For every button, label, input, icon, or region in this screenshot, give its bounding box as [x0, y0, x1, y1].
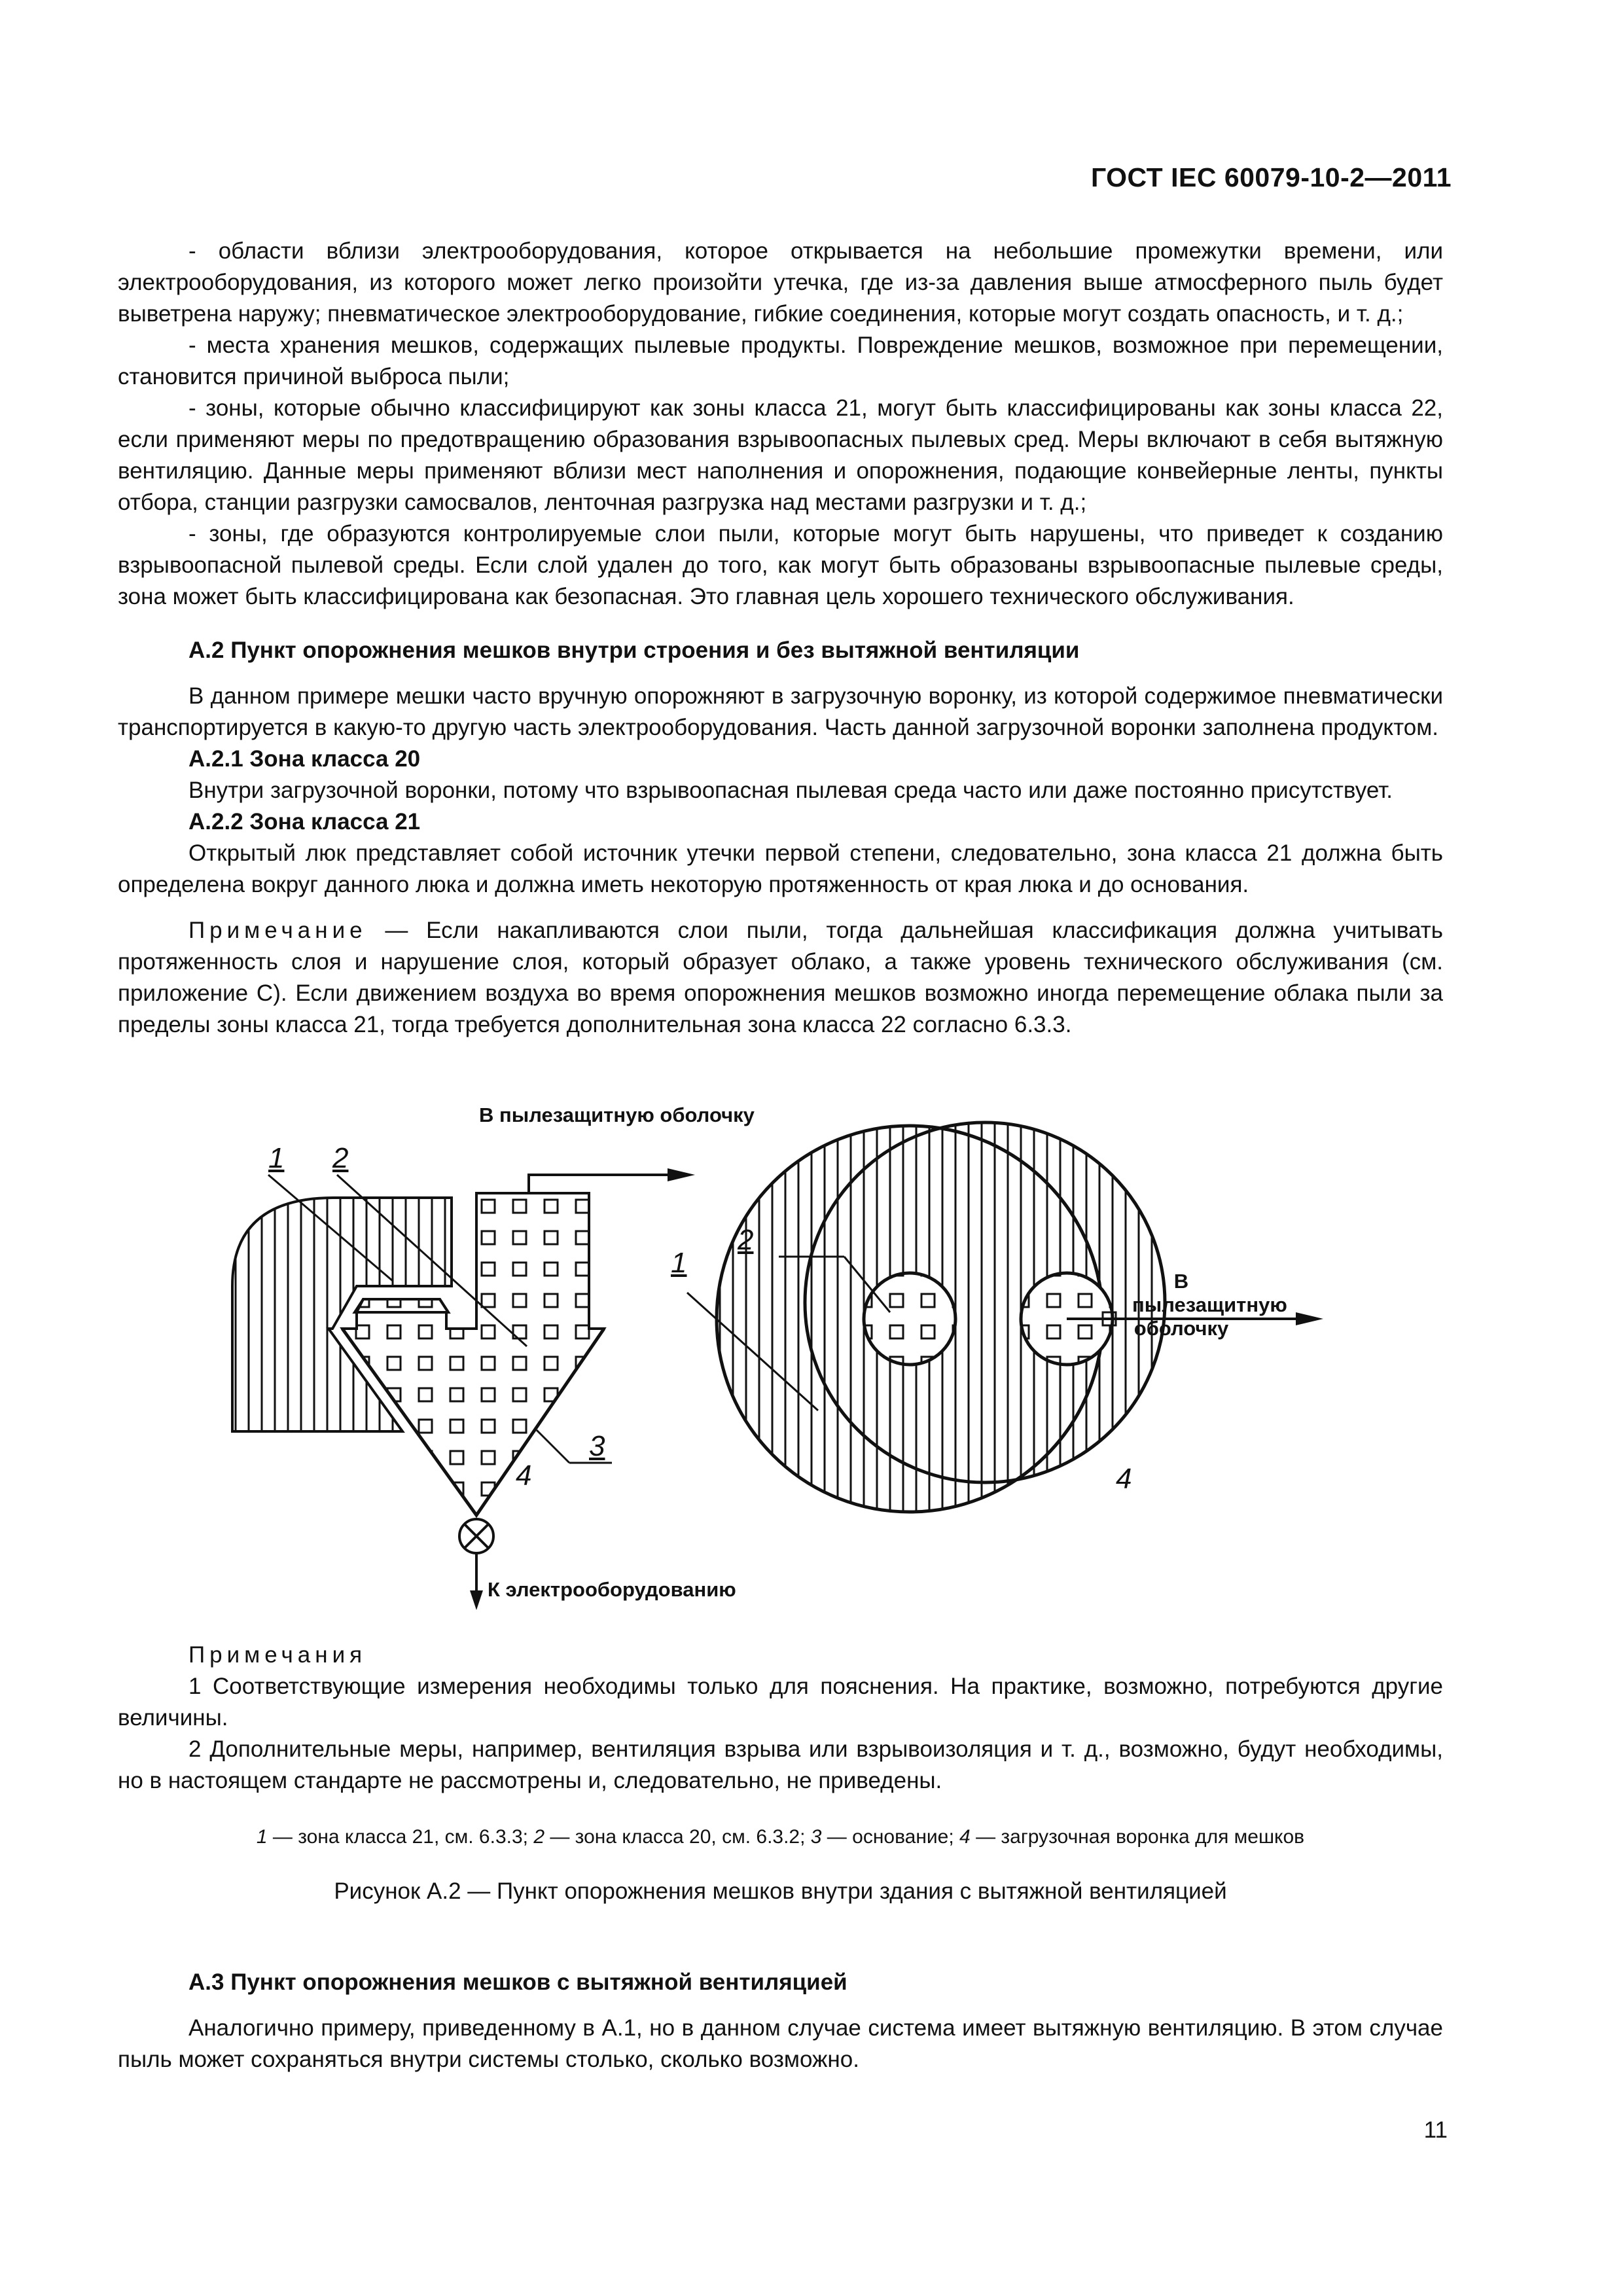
note-label: Примечание: [188, 918, 367, 943]
left-diagram: [232, 1168, 695, 1610]
legend-num: 3: [810, 1826, 822, 1848]
section-a3-heading: А.3 Пункт опорожнения мешков с вытяжной вентиляцией: [188, 1969, 847, 1995]
figure-legend: [118, 1826, 1443, 1848]
section-a22-heading: А.2.2 Зона класса 21: [188, 809, 421, 834]
section-a21-heading: А.2.1 Зона класса 20: [188, 746, 421, 772]
legend-text: — зона класса 21, см. 6.3.3;: [267, 1826, 534, 1848]
section-a3: [118, 1967, 1443, 2075]
section-a2-heading: А.2 Пункт опорожнения мешков внутри строения и без вытяжной вентиляции: [188, 637, 1080, 663]
figure-number-4-right: 4: [1116, 1463, 1132, 1495]
page-number: 11: [1423, 2117, 1448, 2143]
figure-notes-title: Примечания: [188, 1642, 367, 1668]
leader-3: [537, 1430, 569, 1463]
arrow-to-enclosure-left: [529, 1175, 677, 1193]
section-a2: [118, 635, 1443, 1041]
intro-item: - зоны, где образуются контролируемые слои пыли, которые могут быть нарушены, что приведет к созданию взрывоопасной пылевой среды. Если слой удален до того, как могут быть образованы взрывоопасные пылевые среды, зона может быть классифицирована как безопасная. Это главная цель хорошего технического обслуживания.: [118, 521, 1443, 609]
legend-text: — зона класса 20, см. 6.3.2;: [544, 1826, 811, 1848]
section-a2-text: В данном примере мешки часто вручную опорожняют в загрузочную воронку, из которой содержимое пневматически транспортируется в какую-то другую часть электрооборудования. Часть данной загрузочной воронки заполнена продуктом.: [118, 683, 1443, 740]
legend-text: — основание;: [821, 1826, 960, 1848]
figure-number-4-left: 4: [516, 1460, 532, 1492]
figure-number-1-right: 1: [671, 1247, 687, 1279]
figure-note-2: 2 Дополнительные меры, например, вентиляция взрыва или взрывоизоляция и т. д., возможно, будут необходимы, но в настоящем стандарте не рассмотрены и, следовательно, не приведены.: [118, 1736, 1443, 1793]
document-header: ГОСТ IEC 60079-10-2—2011: [1090, 162, 1452, 192]
section-a21-text: Внутри загрузочной воронки, потому что взрывоопасная пылевая среда часто или даже постоянно присутствует.: [188, 778, 1393, 803]
legend-num: 2: [533, 1826, 545, 1848]
figure-number-3: 3: [589, 1430, 605, 1462]
label-to-enclosure-left: В пылезащитную оболочку: [479, 1103, 755, 1126]
legend-num: 4: [959, 1826, 971, 1848]
section-a22-text: Открытый люк представляет собой источник утечки первой степени, следовательно, зона класса 21 должна быть определена вокруг данного люка и должна иметь некоторую протяженность от края люка и до основания.: [118, 840, 1443, 897]
figure-caption: Рисунок А.2 — Пункт опорожнения мешков внутри здания с вытяжной вентиляцией: [334, 1878, 1227, 1904]
intro-item: - места хранения мешков, содержащих пылевые продукты. Повреждение мешков, возможное при перемещении, становится причиной выброса пыли;: [118, 332, 1443, 389]
figure-number-1-left: 1: [268, 1142, 285, 1174]
legend-num: 1: [256, 1826, 268, 1848]
label-to-equipment: К электрооборудованию: [488, 1578, 736, 1601]
figure-note-1: 1 Соответствующие измерения необходимы только для пояснения. На практике, возможно, потребуются другие величины.: [118, 1674, 1443, 1731]
zone-20-circle-left: [864, 1273, 955, 1365]
intro-item: - зоны, которые обычно классифицируют как зоны класса 21, могут быть классифицированы как зоны класса 22, если применяют меры по предотвращению образования взрывоопасных пылевых сред. Меры включают в себя вытяжную вентиляцию. Данные меры применяют вблизи мест наполнения и опорожнения, подающие конвейерные ленты, пункты отбора, станции разгрузки самосвалов, ленточная разгрузка над местами разгрузки и т. д.;: [118, 395, 1443, 515]
figure-number-2-right: 2: [738, 1224, 754, 1256]
label-to-enclosure-right: В пылезащитную оболочку: [1132, 1270, 1287, 1340]
intro-item: - области вблизи электрооборудования, которое открывается на небольшие промежутки времени, или электрооборудования, из которого может легко произойти утечка, где из-за давления выше атмосферного пыль будет выветрена наружу; пневматическое электрооборудование, гибкие соединения, которые могут создать опасность, и т. д.;: [118, 238, 1443, 327]
figure-notes: [118, 1640, 1443, 1797]
legend-text: — загрузочная воронка для мешков: [970, 1826, 1305, 1848]
figure-a2: [190, 1096, 1368, 1613]
note-text: — Если накапливаются слои пыли, тогда дальнейшая классификация должна учитывать протяженность слоя и нарушение слоя, который образует облако, а также уровень технического обслуживания (см. приложение С). Если движением воздуха во время опорожнения мешков возможно иногда перемещение облака пыли за пределы зоны класса 21, тогда требуется дополнительная зона класса 22 согласно 6.3.3.: [118, 918, 1443, 1037]
section-a2-note: [118, 915, 1443, 1041]
figure-number-2-left: 2: [332, 1142, 349, 1174]
figure-drawing: [190, 1096, 1368, 1613]
section-a3-text: Аналогично примеру, приведенному в А.1, но в данном случае система имеет вытяжную вентиляцию. В этом случае пыль может сохраняться внутри системы столько, сколько возможно.: [118, 2015, 1443, 2072]
intro-list: [118, 236, 1443, 613]
